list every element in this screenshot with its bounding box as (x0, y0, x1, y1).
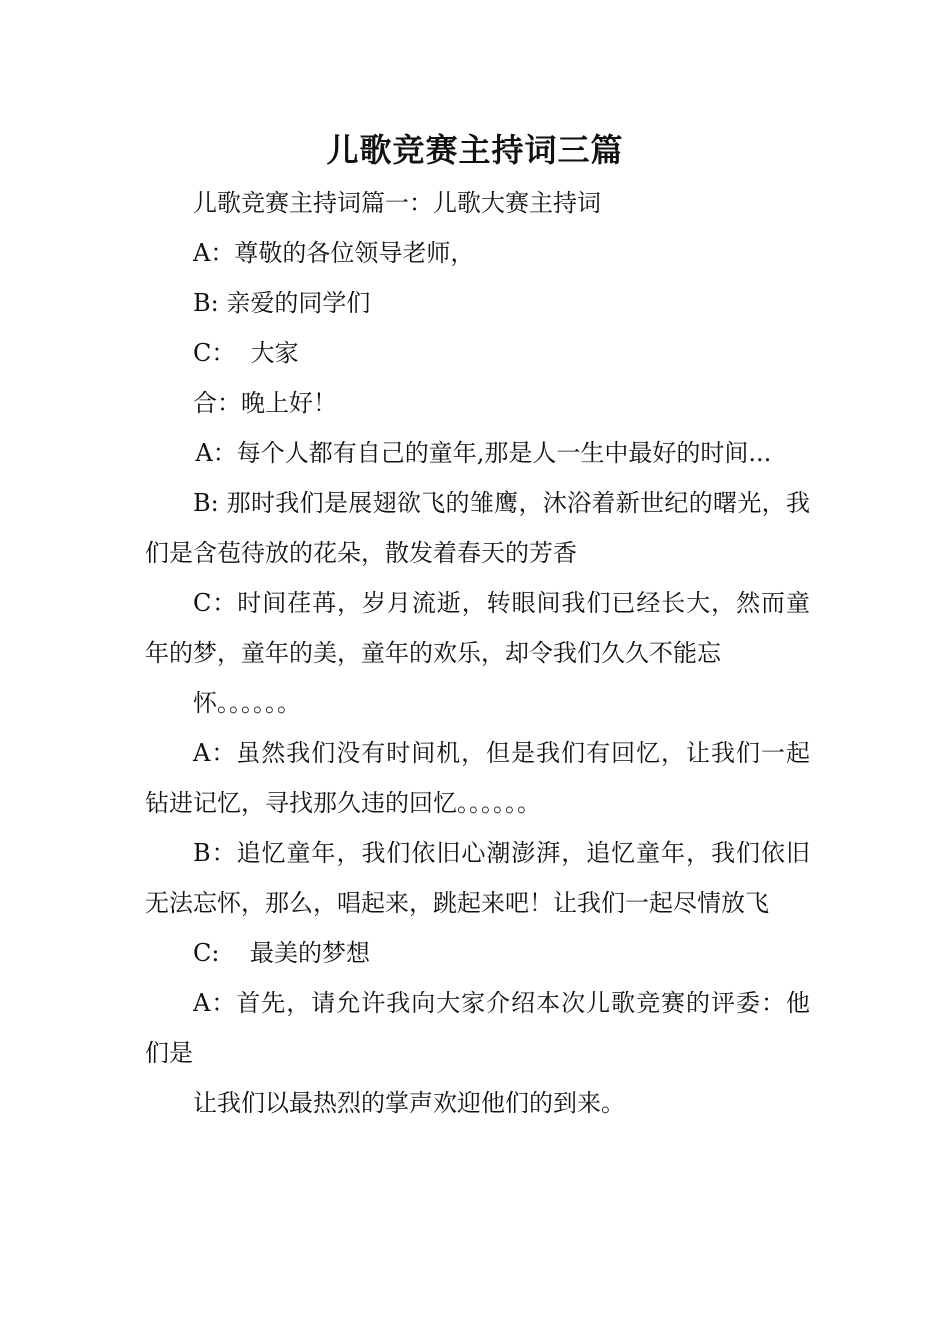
paragraph-a-greeting: A：尊敬的各位领导老师， (193, 239, 475, 267)
paragraph-welcome: 让我们以最热烈的掌声欢迎他们的到来。 (193, 1089, 625, 1117)
paragraph-a-memory: A：虽然我们没有时间机，但是我们有回忆，让我们一起钻进记忆，寻找那久违的回忆。。。。。。 (145, 739, 810, 817)
paragraph-a-judges: A：首先，请允许我向大家介绍本次儿歌竞赛的评委：他们是 (145, 989, 810, 1067)
paragraph-together: 合：晚上好！ (193, 389, 337, 417)
document-body (145, 178, 810, 1128)
document-title: 儿歌竞赛主持词三篇 (326, 131, 624, 169)
paragraph-b-recall: B：追忆童年，我们依旧心潮澎湃，追忆童年，我们依旧无法忘怀，那么，唱起来，跳起来吧！让我们一起尽情放飞 (145, 839, 810, 917)
paragraph-c-time: C：时间荏苒，岁月流逝，转眼间我们已经长大，然而童年的梦，童年的美，童年的欢乐，却令我们久久不能忘 (145, 589, 810, 667)
paragraph-c-dream: C: 最美的梦想 (193, 939, 370, 967)
paragraph-b-eagle: B: 那时我们是展翅欲飞的雏鹰，沐浴着新世纪的曙光，我们是含苞待放的花朵，散发着春天的芳香 (145, 489, 810, 567)
paragraph-c-greeting: C： 大家 (193, 339, 299, 367)
paragraph-subtitle: 儿歌竞赛主持词篇一：儿歌大赛主持词 (193, 189, 601, 217)
paragraph-a-childhood: A：每个人都有自己的童年,那是人一生中最好的时间... (195, 439, 772, 467)
paragraph-b-greeting: B: 亲爱的同学们 (193, 289, 371, 317)
paragraph-c-time-end: 怀。。。。。。 (193, 689, 301, 717)
